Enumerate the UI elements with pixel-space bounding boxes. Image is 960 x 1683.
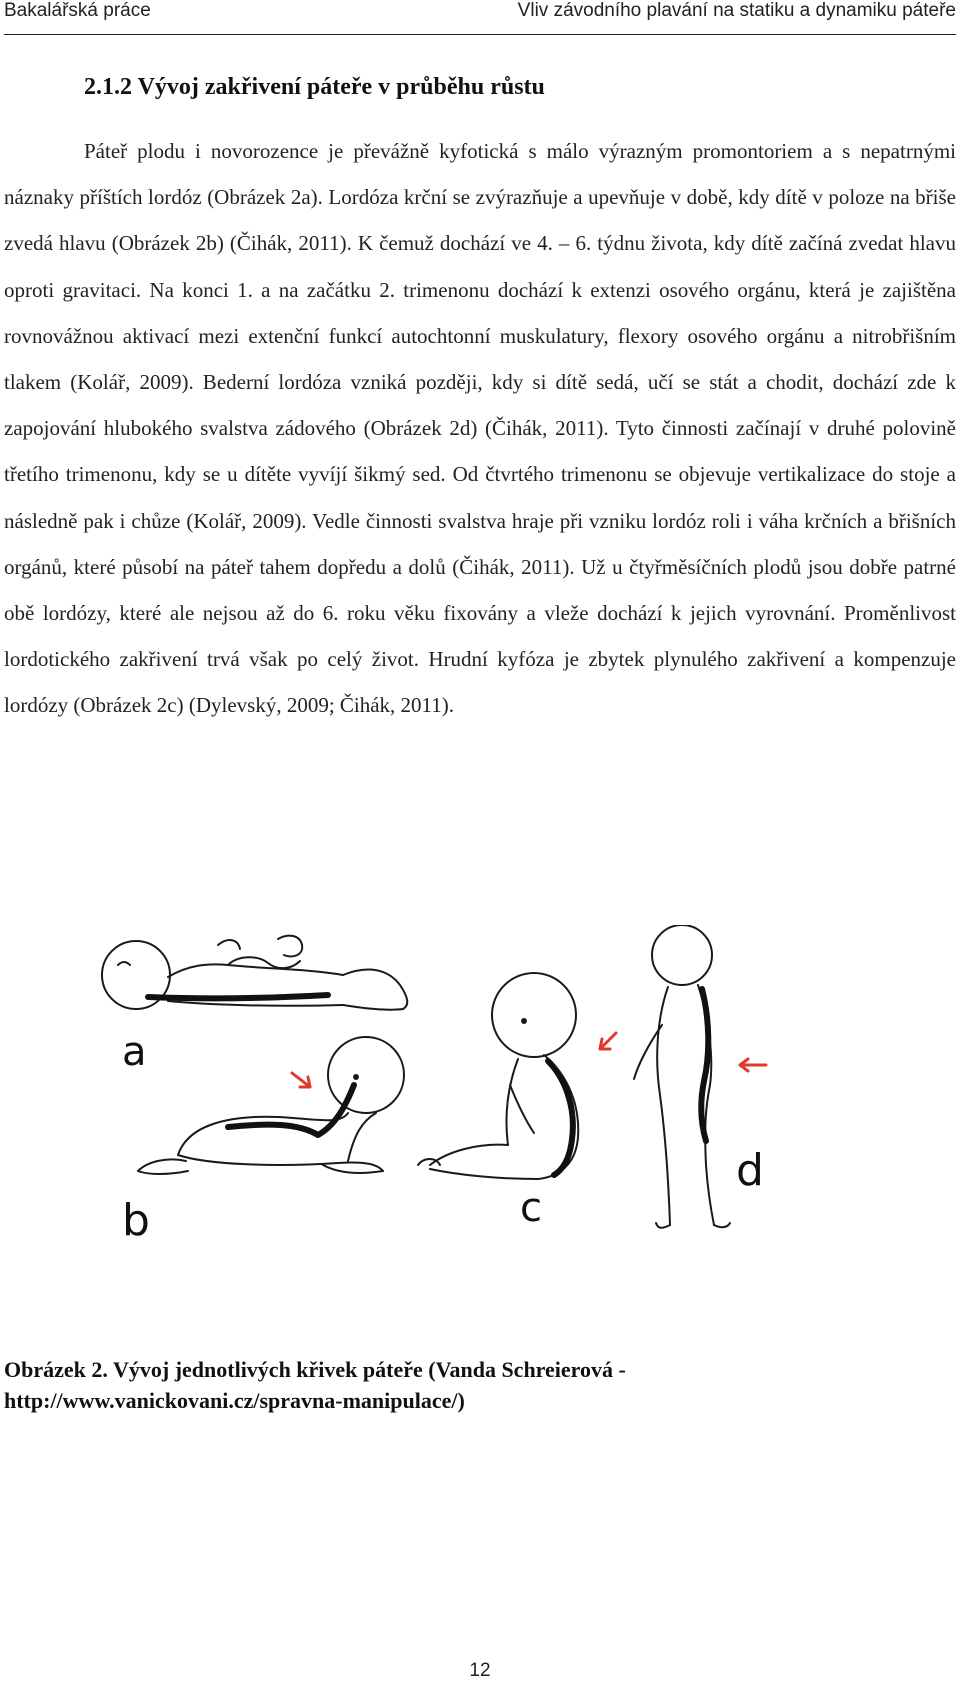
header-thesis-type: Bakalářská práce — [4, 0, 151, 21]
figure-label-b: b — [122, 1195, 150, 1246]
page-header — [4, 0, 956, 35]
figure-label-a: a — [122, 1029, 147, 1075]
figure-d-standing-child — [634, 925, 730, 1228]
figure-label-d: d — [736, 1145, 764, 1196]
page-number: 12 — [469, 1660, 491, 1681]
paragraph-text: Páteř plodu i novorozence je převážně kyfotická s málo výrazným promontoriem a s nepatrnými náznaky příštích lordóz (Obrázek 2a). Lordóza krční se zvýrazňuje a upevňuje v době, kdy dítě v poloze na břiše zvedá hlavu (Obrázek 2b) (Čihák, 2011). K čemuž dochází ve 4. – 6. týdnu života, kdy dítě začíná zvedat hlavu oproti gravitaci. Na konci 1. a na začátku 2. trimenonu dochází k extenzi osového orgánu, která je zajištěna rovnovážnou aktivací mezi extenční funkcí autochtonní muskulatury, flexory osového orgánu a nitrobřišním tlakem (Kolář, 2009). Bederní lordóza vzniká později, kdy si dítě sedá, učí se stát a chodit, dochází zde k zapojování hlubokého svalstva zádového (Obrázek 2d) (Čihák, 2011). Tyto činnosti začínají v druhé polovině třetího trimenonu, kdy se u dítěte vyvíjí šikmý sed. Od čtvrtého trimenonu se objevuje vertikalizace do stoje a následně pak i chůze (Kolář, 2009). Vedle činnosti svalstva hraje při vzniku lordóz roli i váha krčních a břišních orgánů, které působí na páteř tahem dopředu a dolů (Čihák, 2011). Už u čtyřměsíčních plodů jsou dobře patrné obě lordózy, které ale nejsou až do 6. roku věku fixovány a vleže dochází k jejich vyrovnání. Proměnlivost lordotického zakřivení trvá však po celý život. Hrudní kyfóza je zbytek plynulého zakřivení a kompenzuje lordózy (Obrázek 2c) (Dylevský, 2009; Čihák, 2011). — [4, 139, 956, 718]
body-paragraph — [4, 128, 956, 729]
arrow-d — [740, 1059, 766, 1071]
figure-caption-line-2: http://www.vanickovani.cz/spravna-manipulace/) — [4, 1388, 465, 1413]
figure-c-sitting-infant — [418, 973, 578, 1179]
figure-label-c: c — [520, 1185, 542, 1231]
spine-line-c — [548, 1061, 573, 1175]
spine-line-a — [148, 995, 328, 998]
figure-caption-line-1: Obrázek 2. Vývoj jednotlivých křivek páteře (Vanda Schreierová - — [4, 1357, 626, 1382]
arrow-c — [600, 1033, 616, 1049]
spine-development-figure — [78, 925, 798, 1330]
figure-b-prone-infant — [138, 1037, 404, 1174]
section-heading: 2.1.2 Vývoj zakřivení páteře v průběhu růstu — [84, 74, 545, 100]
figure-caption — [4, 1354, 944, 1416]
arrow-b — [292, 1073, 310, 1087]
header-thesis-title: Vliv závodního plavání na statiku a dynamiku páteře — [517, 0, 956, 21]
